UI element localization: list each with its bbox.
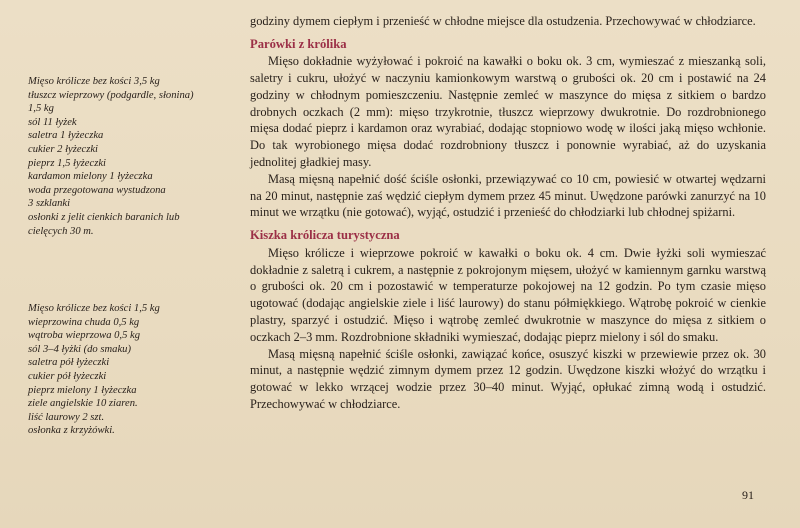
ingredient-line: liść laurowy 2 szt.: [28, 411, 105, 423]
ingredient-line: cukier 2 łyżeczki: [28, 143, 99, 155]
ingredients-kiszka: [28, 302, 243, 438]
ingredient-line: sól 11 łyżek: [28, 116, 77, 128]
page-number: 91: [742, 488, 754, 502]
ingredient-line: Mięso królicze bez kości 3,5 kg: [28, 76, 160, 87]
ingredient-line: wątroba wieprzowa 0,5 kg: [28, 330, 141, 342]
ingredient-line: pieprz mielony 1 łyżeczka: [28, 384, 137, 396]
intro-paragraph: godziny dymem ciepłym i przenieść w chłodne miejsce dla ostudzenia. Przechowywać w chłodziarce.: [250, 14, 756, 28]
ingredient-line: saletra 1 łyżeczka: [28, 130, 104, 142]
ingredient-line: sól 3–4 łyżki (do smaku): [28, 343, 131, 355]
ingredients-parowki: [28, 75, 243, 238]
ingredient-line: osłonka z krzyżówki.: [28, 425, 115, 437]
ingredient-line: ziele angielskie 10 ziaren.: [28, 398, 138, 410]
ingredient-line: 3 szklanki: [28, 198, 71, 210]
ingredient-line: woda przegotowana wystudzona: [28, 184, 166, 196]
ingredient-line: kardamon mielony 1 łyżeczka: [28, 171, 153, 183]
section-title-kiszka: Kiszka królicza turystyczna: [250, 228, 400, 243]
paragraph: Mięso królicze i wieprzowe pokroić w kawałki o boku ok. 4 cm. Dwie łyżki soli wymieszać dokładnie z saletrą i cukrem, a następnie z pokrojonym mięsem, ułożyć w kamiennym garnku warstwą o grubości ok. 20 cm i pozostawić w temperaturze pokojowej na 12 godzin. Po tym czasie mięso ugotować (dodając angielskie ziele i liść laurowy) do stanu półmiękkiego. Wątrobę pokroić w cienkie plastry, sparzyć i ostudzić. Mięso i wątrobę zemleć dwukrotnie w maszynce do mięsa z sitkiem o oczkach 2–3 mm. Rozdrobnione składniki wymieszać, dodając pieprz mielony i sól do smaku.: [250, 245, 766, 344]
ingredient-line: saletra pół łyżeczki: [28, 357, 110, 369]
ingredient-line: tłuszcz wieprzowy (podgardle, słonina): [28, 89, 194, 101]
ingredient-line: Mięso królicze bez kości 1,5 kg: [28, 303, 160, 314]
paragraph: Masą mięsną napełnić ściśle osłonki, zawiązać końce, osuszyć kiszki w przewiewie przez ok. 30 minut, a następnie wędzić zimnym dymem przez 12 godzin. Uwędzone kiszki włożyć do wrzątku i gotować w lekko wrzącej wodzie przez 30–40 minut. Wyjąć, opłukać zimną wodą i ostudzić. Przechowywać w chłodziarce.: [250, 346, 766, 411]
ingredient-line: cukier pół łyżeczki: [28, 370, 107, 382]
ingredient-line: wieprzowina chuda 0,5 kg: [28, 316, 140, 328]
section-title-parowki: Parówki z królika: [250, 36, 347, 51]
ingredient-line: 1,5 kg: [28, 103, 54, 115]
paragraph: Mięso dokładnie wyżyłować i pokroić na kawałki o boku ok. 3 cm, wymieszać z mieszanką soli, saletry i cukru, ułożyć w naczyniu kamionkowym warstwą o grubości ok. 20 cm i postawić na 24 godziny w chłodnym pomieszczeniu. Następnie zemleć w maszynce do mięsa z sitkiem o bardzo drobnych oczkach (2 mm): mięso trzykrotnie, tłuszcz wieprzowy dwukrotnie. Do rozdrobnionego mięsa dodać pieprz i kardamon oraz wyrabiać, dodając stopniowo wodę w ilości jaką mięso wchłonie. Do tak wyrobionego mięsa dodać rozdrobniony tłuszcz i ponownie wyrabiać, aż do uzyskania jednolitej gładkiej masy.: [250, 54, 766, 170]
main-text: [250, 13, 766, 413]
paragraph: Masą mięsną napełnić dość ściśle osłonki, przewiązywać co 10 cm, powiesić w otwartej wędzarni na 20 minut, następnie zaś wędzić ciepłym dymem przez 45 minut. Uwędzone parówki zanurzyć na 10 minut we wrzątku (nie gotować), wyjąć, ostudzić i przenieść do chłodziarki lub chłodnej spiżarni.: [250, 171, 766, 220]
ingredient-line: pieprz 1,5 łyżeczki: [28, 157, 106, 169]
ingredient-line: cielęcych 30 m.: [28, 225, 94, 237]
ingredient-line: osłonki z jelit cienkich baranich lub: [28, 211, 180, 223]
